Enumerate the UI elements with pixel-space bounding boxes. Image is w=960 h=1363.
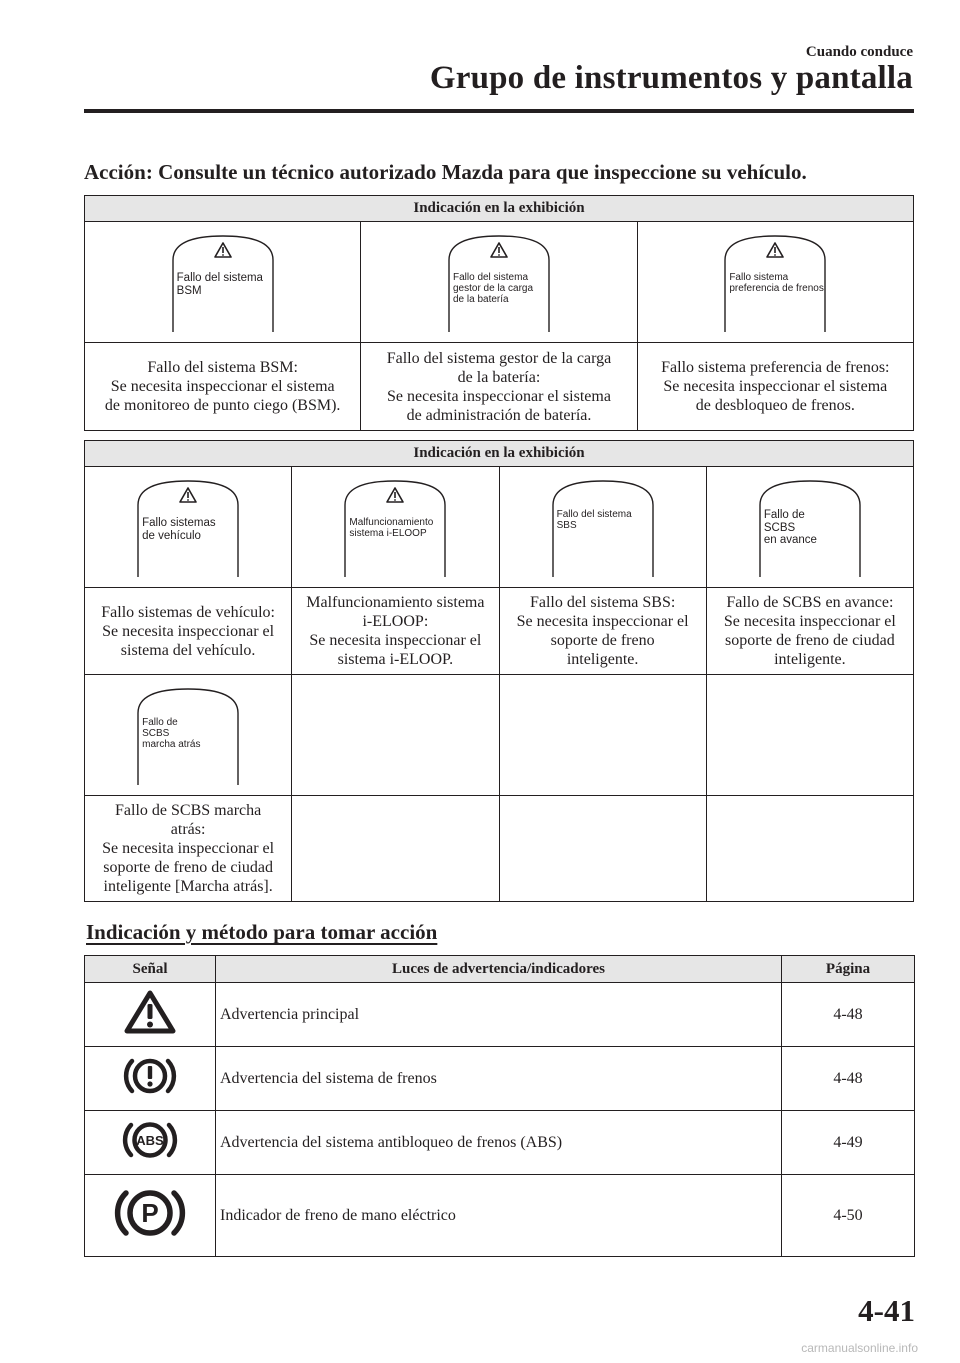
display-message: Fallo del sistema SBS [556, 509, 632, 531]
display-screen [551, 479, 655, 577]
display-message: Malfuncionamiento sistema i-ELOOP [349, 517, 434, 539]
display-message: Fallo de SCBS en avance [763, 509, 817, 546]
page-number: 4-41 [858, 1293, 915, 1328]
table1-desc-row [85, 343, 914, 431]
display-cell [499, 467, 706, 588]
display-screen [136, 687, 240, 785]
warning-label: Advertencia principal [216, 983, 782, 1047]
display-message: Fallo del sistema BSM [176, 272, 263, 297]
table2-image-row [85, 467, 914, 588]
watermark: carmanualsonline.info [801, 1341, 918, 1355]
table2-image-row-2 [85, 675, 914, 796]
display-message: Fallo sistemas de vehículo [142, 517, 216, 542]
display-message: Fallo sistema preferencia de frenos [729, 272, 824, 294]
empty-cell [706, 796, 913, 902]
display-cell [361, 222, 637, 343]
signal-cell [85, 1111, 216, 1175]
table2-header: Indicación en la exhibición [85, 441, 914, 467]
table-row [85, 1111, 915, 1175]
warning-triangle-icon [180, 488, 196, 502]
display-cell [292, 467, 499, 588]
master-warning-icon [123, 989, 177, 1035]
warning-label: Indicador de freno de mano eléctrico [216, 1175, 782, 1257]
indication-table-1 [84, 195, 914, 431]
warning-triangle-icon [387, 488, 403, 502]
table1-image-row [85, 222, 914, 343]
table2-desc-row [85, 588, 914, 675]
col-header-lights: Luces de advertencia/indicadores [216, 956, 782, 983]
table-row [85, 1175, 915, 1257]
warning-label: Advertencia del sistema antibloqueo de frenos (ABS) [216, 1111, 782, 1175]
display-description: Fallo sistema preferencia de frenos: Se necesita inspeccionar el sistema de desbloqueo de frenos. [637, 343, 913, 431]
indication-table-2 [84, 440, 914, 902]
empty-cell [292, 796, 499, 902]
display-description: Fallo del sistema BSM: Se necesita inspeccionar el sistema de monitoreo de punto ciego (BSM). [85, 343, 361, 431]
table1-header: Indicación en la exhibición [85, 196, 914, 222]
display-screen [758, 479, 862, 577]
warning-triangle-icon [767, 243, 783, 257]
display-message: Fallo de SCBS marcha atrás [142, 717, 201, 750]
parking-brake-icon [114, 1183, 186, 1243]
empty-cell [499, 675, 706, 796]
table-row [85, 983, 915, 1047]
page-reference: 4-48 [782, 1047, 915, 1111]
display-screen [171, 234, 275, 332]
col-header-signal: Señal [85, 956, 216, 983]
signal-cell [85, 983, 216, 1047]
display-message: Fallo del sistema gestor de la carga de la batería [452, 272, 534, 305]
display-description: Malfuncionamiento sistema i-ELOOP: Se necesita inspeccionar el sistema i-ELOOP. [292, 588, 499, 675]
action-heading: Acción: Consulte un técnico autorizado Mazda para que inspeccione su vehículo. [84, 160, 807, 184]
display-cell [85, 467, 292, 588]
abs-warning-icon [118, 1117, 182, 1163]
display-screen [447, 234, 551, 332]
display-screen [136, 479, 240, 577]
parking-icon-text: P [141, 1198, 159, 1228]
warning-label: Advertencia del sistema de frenos [216, 1047, 782, 1111]
table2-desc-row-2 [85, 796, 914, 902]
display-description: Fallo de SCBS en avance: Se necesita inspeccionar el soporte de freno de ciudad inteligente. [706, 588, 913, 675]
display-cell [637, 222, 913, 343]
header-rule [84, 109, 914, 113]
page-reference: 4-49 [782, 1111, 915, 1175]
warning-lights-table [84, 955, 915, 1257]
warning-triangle-icon [491, 243, 507, 257]
page-reference: 4-50 [782, 1175, 915, 1257]
display-cell [706, 467, 913, 588]
header-subtitle: Cuando conduce [805, 44, 913, 60]
display-description: Fallo de SCBS marcha atrás: Se necesita inspeccionar el soporte de freno de ciudad inteligente [Marcha atrás]. [85, 796, 292, 902]
header-title: Grupo de instrumentos y pantalla [429, 60, 913, 96]
signal-cell [85, 1047, 216, 1111]
empty-cell [706, 675, 913, 796]
empty-cell [292, 675, 499, 796]
display-description: Fallo del sistema SBS: Se necesita inspeccionar el soporte de freno inteligente. [499, 588, 706, 675]
display-screen [723, 234, 827, 332]
display-cell [85, 222, 361, 343]
table3-header-row [85, 956, 915, 983]
display-description: Fallo del sistema gestor de la carga de la batería: Se necesita inspeccionar el sistema de administración de batería. [361, 343, 637, 431]
display-description: Fallo sistemas de vehículo: Se necesita inspeccionar el sistema del vehículo. [85, 588, 292, 675]
empty-cell [499, 796, 706, 902]
brake-warning-icon [120, 1053, 180, 1099]
section-title: Indicación y método para tomar acción [86, 920, 438, 944]
signal-cell [85, 1175, 216, 1257]
page-reference: 4-48 [782, 983, 915, 1047]
abs-icon-text: ABS [136, 1133, 164, 1148]
display-screen [343, 479, 447, 577]
warning-triangle-icon [215, 243, 231, 257]
table-row [85, 1047, 915, 1111]
display-cell [85, 675, 292, 796]
col-header-page: Página [782, 956, 915, 983]
